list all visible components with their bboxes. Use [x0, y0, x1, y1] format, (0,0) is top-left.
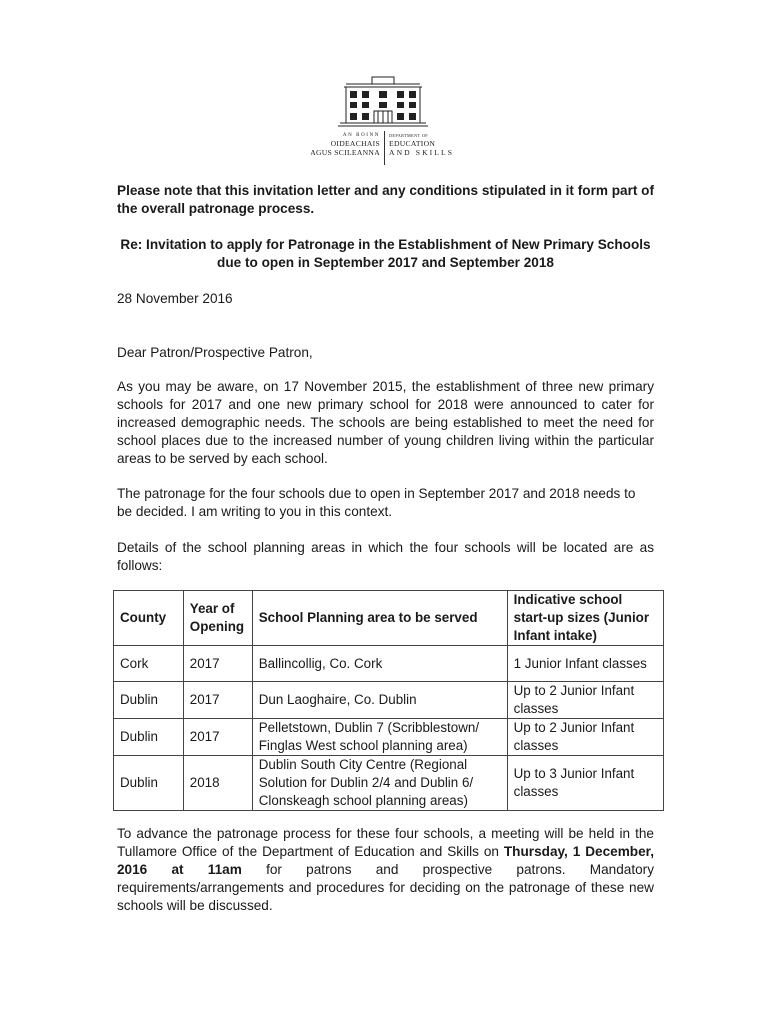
cell-area: Dublin South City Centre (Regional Solution for Dublin 2/4 and Dublin 6/ Clonskeagh school planning areas): [252, 756, 507, 811]
logo-english-text: [389, 132, 469, 157]
cell-year: 2018: [183, 756, 252, 811]
department-logo: [308, 74, 458, 166]
logo-irish-text: [308, 132, 380, 157]
header-area: School Planning area to be served: [252, 591, 507, 646]
subject-line-2: due to open in September 2017 and September 2018: [217, 255, 554, 270]
header-sizes: Indicative school start-up sizes (Junior Infant intake): [507, 591, 663, 646]
logo-divider: [384, 131, 385, 165]
logo-english-top: DEPARTMENT OF: [389, 133, 429, 138]
cell-sizes: 1 Junior Infant classes: [507, 646, 663, 682]
subject-heading: [117, 236, 654, 272]
cell-county: Dublin: [114, 719, 184, 756]
meeting-date: Thursday, 1 December, 2016 at 11am: [117, 844, 654, 877]
paragraph-details: Details of the school planning areas in which the four schools will be located are as follows:: [117, 540, 654, 573]
notice-text: Please note that this invitation letter and any conditions stipulated in it form part of the overall patronage process.: [117, 183, 655, 216]
cell-sizes: Up to 2 Junior Infant classes: [507, 719, 663, 756]
school-planning-table: [113, 590, 664, 811]
government-building-icon: [338, 74, 428, 128]
cell-year: 2017: [183, 719, 252, 756]
subject-line-1: Re: Invitation to apply for Patronage in the Establishment of New Primary Schools: [120, 237, 651, 252]
table-row: [114, 646, 664, 682]
logo-english-line2: AND SKILLS: [389, 148, 455, 157]
meeting-text-before: To advance the patronage process for these four schools, a meeting will be held in the Tullamore Office of the Department of Education and Skills on: [117, 826, 654, 859]
cell-sizes: Up to 3 Junior Infant classes: [507, 756, 663, 811]
cell-area: Pelletstown, Dublin 7 (Scribblestown/ Finglas West school planning area): [252, 719, 507, 756]
paragraph-meeting: [117, 825, 654, 915]
cell-year: 2017: [183, 646, 252, 682]
table-header-row: [114, 591, 664, 646]
cell-year: 2017: [183, 682, 252, 719]
logo-irish-line1: OIDEACHAIS: [330, 139, 380, 148]
table-row: [114, 682, 664, 719]
cell-county: Dublin: [114, 682, 184, 719]
table-row: [114, 756, 664, 811]
logo-irish-line2: AGUS SCILEANNA: [310, 148, 380, 157]
cell-county: Dublin: [114, 756, 184, 811]
header-county: County: [114, 591, 184, 646]
salutation: Dear Patron/Prospective Patron,: [117, 345, 313, 360]
logo-english-line1: EDUCATION: [389, 139, 436, 148]
logo-irish-top: AN ROINN: [342, 133, 380, 138]
paragraph-announcement: As you may be aware, on 17 November 2015, the establishment of three new primary schools for 2017 and one new primary school for 2018 were announced to cater for increased demographic needs. The schools are being established to meet the need for school places due to the increased number of young children living within the particular areas to be served by each school.: [117, 379, 654, 466]
table-row: [114, 719, 664, 756]
letter-date: 28 November 2016: [117, 291, 233, 306]
cell-county: Cork: [114, 646, 184, 682]
meeting-text-after: for patrons and prospective patrons. Mandatory requirements/arrangements and procedures for deciding on the patronage of these new schools will be discussed.: [117, 862, 654, 913]
cell-area: Ballincollig, Co. Cork: [252, 646, 507, 682]
header-year: Year of Opening: [183, 591, 252, 646]
paragraph-patronage: The patronage for the four schools due to open in September 2017 and 2018 needs to be decided. I am writing to you in this context.: [117, 486, 636, 519]
cell-area: Dun Laoghaire, Co. Dublin: [252, 682, 507, 719]
cell-sizes: Up to 2 Junior Infant classes: [507, 682, 663, 719]
